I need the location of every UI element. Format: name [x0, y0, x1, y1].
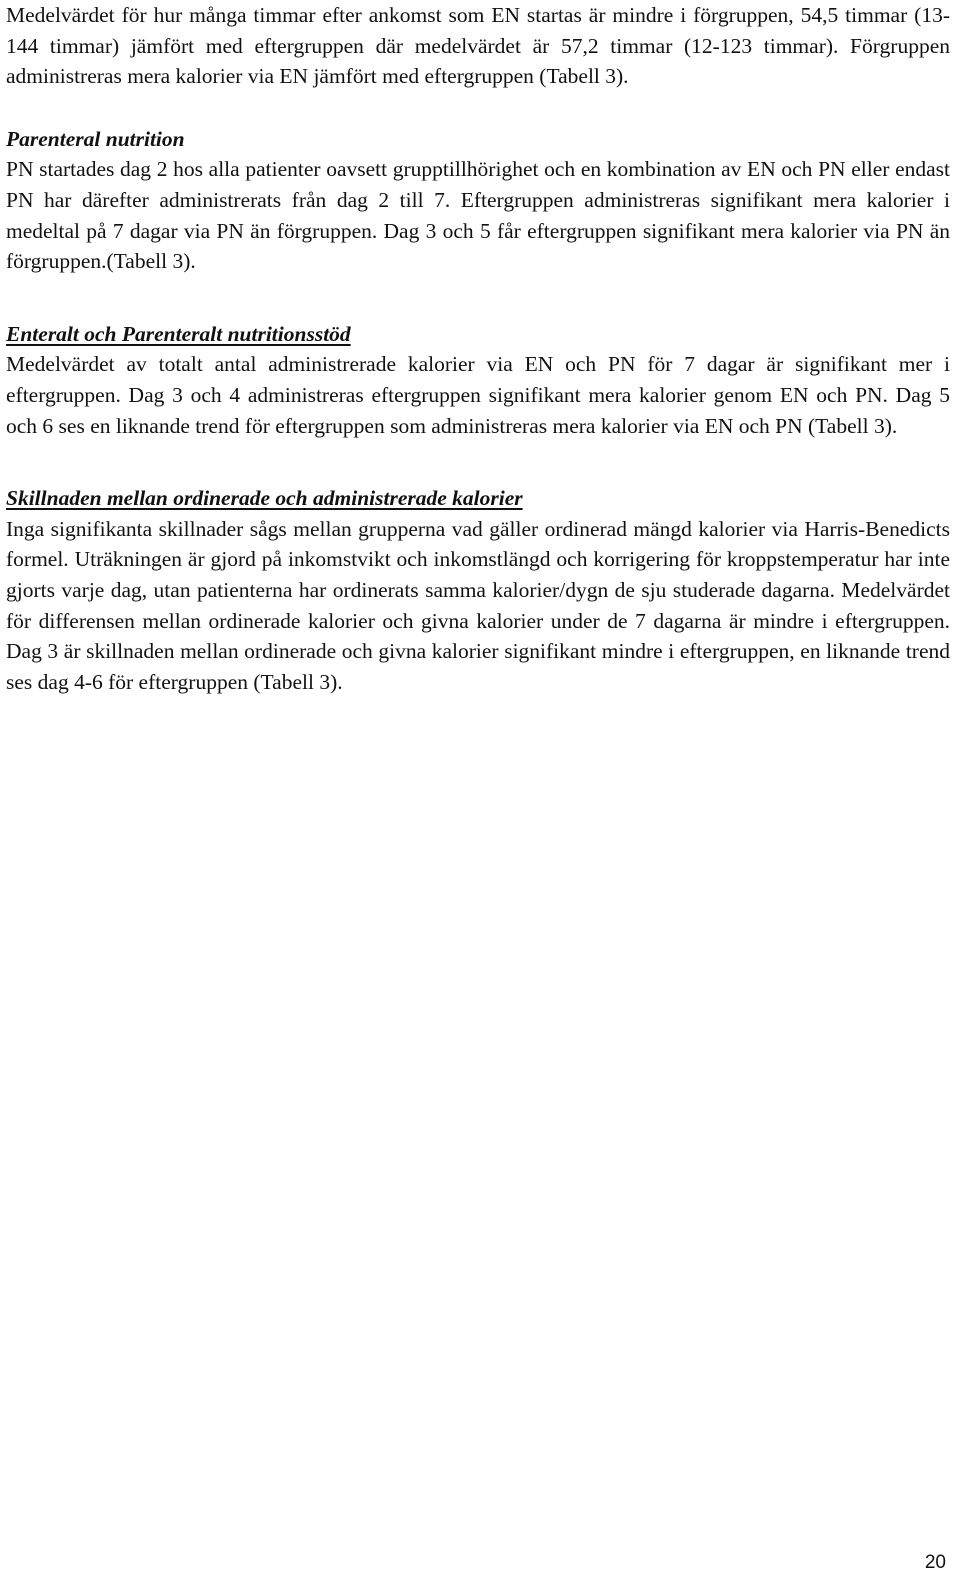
section-heading: Enteralt och Parenteralt nutritionsstöd: [6, 321, 351, 346]
spacer: [6, 92, 950, 124]
section-body: Medelvärdet av totalt antal administrerade kalorier via EN och PN för 7 dagar är signifikant mer i eftergruppen. Dag 3 och 4 administreras eftergruppen signifikant mera kalorier genom EN och PN. Dag 5 och 6 ses en liknande trend för eftergruppen som administreras mera kalorier via EN och PN (Tabell 3).: [6, 352, 950, 438]
section-heading: Skillnaden mellan ordinerade och administrerade kalorier: [6, 486, 523, 511]
document-page: [6, 0, 950, 697]
spacer: [6, 441, 950, 483]
section-ordered-vs-administered: [6, 483, 950, 697]
page-number: 20: [924, 1552, 946, 1573]
spacer: [6, 277, 950, 319]
section-body: PN startades dag 2 hos alla patienter oavsett grupptillhörighet och en kombination av EN och PN eller endast PN har därefter administrerats från dag 2 till 7. Eftergruppen administreras signifikant mera kalorier i medeltal på 7 dagar via PN än förgruppen. Dag 3 och 5 får eftergruppen signifikant mera kalorier via PN än förgruppen.(Tabell 3).: [6, 157, 950, 274]
intro-paragraph: Medelvärdet för hur många timmar efter ankomst som EN startas är mindre i förgruppen, 54,5 timmar (13-144 timmar) jämfört med eftergruppen där medelvärdet är 57,2 timmar (12-123 timmar). Förgruppen administreras mera kalorier via EN jämfört med eftergruppen (Tabell 3).: [6, 3, 950, 89]
section-heading: Parenteral nutrition: [6, 126, 185, 151]
section-body: Inga signifikanta skillnader sågs mellan grupperna vad gäller ordinerad mängd kalorier via Harris-Benedicts formel. Uträkningen är gjord på inkomstvikt och inkomstlängd och korrigering för kroppstemperatur har inte gjorts varje dag, utan patienterna har ordinerats samma kalorier/dygn de sju studerade dagarna. Medelvärdet för differensen mellan ordinerade kalorier och givna kalorier under de 7 dagarna är mindre i eftergruppen. Dag 3 är skillnaden mellan ordinerade och givna kalorier signifikant mindre i eftergruppen, en liknande trend ses dag 4-6 för eftergruppen (Tabell 3).: [6, 516, 950, 694]
section-parenteral-nutrition: [6, 124, 950, 277]
section-enteral-parenteral-support: [6, 319, 950, 441]
